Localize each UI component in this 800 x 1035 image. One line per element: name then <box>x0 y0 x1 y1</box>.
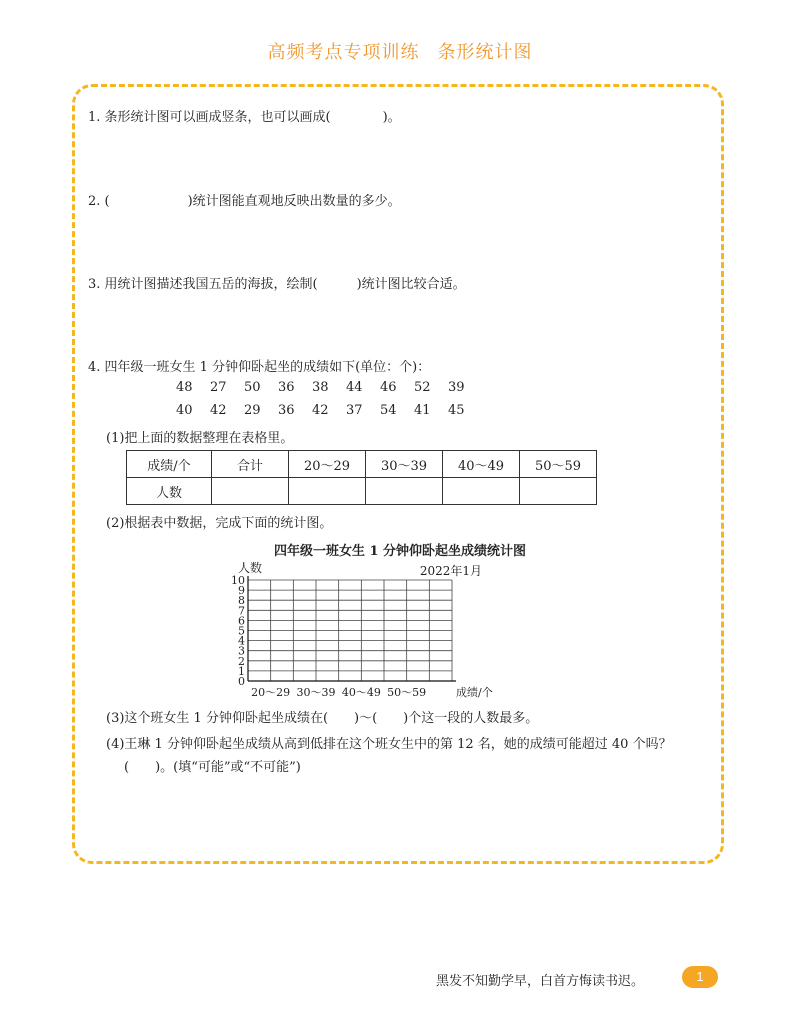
score-value: 54 <box>380 403 397 418</box>
page-header <box>0 38 800 64</box>
chart-grid <box>248 580 452 681</box>
table-cell[interactable] <box>443 478 520 505</box>
score-value: 48 <box>176 380 193 395</box>
table-header: 成绩/个 <box>127 451 212 478</box>
table-row <box>127 478 597 505</box>
score-value: 52 <box>414 380 431 395</box>
score-value: 27 <box>210 380 227 395</box>
table-header: 30～39 <box>366 451 443 478</box>
question-4-part-3: (3)这个班女生 1 分钟仰卧起坐成绩在( )～( )个这一段的人数最多。 <box>106 711 539 726</box>
x-axis-label: 成绩/个 <box>456 686 493 699</box>
score-value: 50 <box>244 380 261 395</box>
score-value: 46 <box>380 380 397 395</box>
header-topic: 条形统计图 <box>437 42 533 63</box>
y-tick-label: 1 <box>238 664 245 678</box>
score-value: 45 <box>448 403 465 418</box>
y-tick-label: 9 <box>238 584 245 598</box>
y-tick-label: 7 <box>238 604 245 618</box>
chart-axes <box>248 576 456 681</box>
table-cell[interactable] <box>212 478 289 505</box>
score-value: 42 <box>210 403 227 418</box>
score-row-2 <box>176 403 482 418</box>
chart-date: 2022年1月 <box>419 564 482 578</box>
score-value: 29 <box>244 403 261 418</box>
header-title: 高频考点专项训练 <box>267 42 420 63</box>
x-tick-label: 20～29 <box>251 686 291 699</box>
question-4-part-4-answer: ( )。(填“可能”或“不可能”) <box>124 760 301 775</box>
score-value: 41 <box>414 403 431 418</box>
question-4-part-4: (4)王琳 1 分钟仰卧起坐成绩从高到低排在这个班女生中的第 12 名，她的成绩可能超过 40 个吗？ <box>106 737 672 752</box>
chart-labels <box>231 560 493 699</box>
question-4-stem: 4. 四年级一班女生 1 分钟仰卧起坐的成绩如下(单位：个)： <box>88 360 431 375</box>
score-table <box>126 450 597 505</box>
score-value: 42 <box>312 403 329 418</box>
table-header: 40～49 <box>443 451 520 478</box>
question-1: 1. 条形统计图可以画成竖条，也可以画成( )。 <box>88 110 401 125</box>
question-3: 3. 用统计图描述我国五岳的海拔，绘制( )统计图比较合适。 <box>88 277 466 292</box>
score-value: 36 <box>278 380 295 395</box>
x-tick-label: 40～49 <box>341 686 381 699</box>
footer-motto: 黑发不知勤学早，白首方悔读书迟。 <box>436 974 645 989</box>
question-4-part-2: (2)根据表中数据，完成下面的统计图。 <box>106 516 333 531</box>
page-number-badge: 1 <box>682 966 718 988</box>
y-tick-label: 2 <box>238 654 245 668</box>
y-tick-label: 6 <box>238 614 245 628</box>
y-tick-label: 4 <box>238 634 245 648</box>
y-axis-label: 人数 <box>238 561 263 575</box>
table-cell[interactable] <box>366 478 443 505</box>
table-header: 合计 <box>212 451 289 478</box>
x-tick-label: 30～39 <box>296 686 336 699</box>
score-value: 44 <box>346 380 363 395</box>
score-value: 39 <box>448 380 465 395</box>
table-cell[interactable] <box>289 478 366 505</box>
question-4-part-1: (1)把上面的数据整理在表格里。 <box>106 431 294 446</box>
y-tick-label: 8 <box>238 594 245 608</box>
bar-chart <box>222 560 502 705</box>
y-tick-label: 5 <box>238 624 245 638</box>
table-cell[interactable] <box>520 478 597 505</box>
score-value: 40 <box>176 403 193 418</box>
chart-title: 四年级一班女生 1 分钟仰卧起坐成绩统计图 <box>273 544 527 559</box>
table-header: 50～59 <box>520 451 597 478</box>
table-header-row <box>127 451 597 478</box>
score-value: 36 <box>278 403 295 418</box>
score-row-1 <box>176 380 482 395</box>
table-header: 20～29 <box>289 451 366 478</box>
question-2: 2. ( )统计图能直观地反映出数量的多少。 <box>88 194 401 209</box>
y-tick-label: 3 <box>238 644 245 658</box>
table-row-label: 人数 <box>127 478 212 505</box>
y-tick-label: 10 <box>231 574 245 587</box>
score-value: 38 <box>312 380 329 395</box>
score-value: 37 <box>346 403 363 418</box>
x-tick-label: 50～59 <box>387 686 427 699</box>
y-tick-label: 0 <box>238 675 245 688</box>
